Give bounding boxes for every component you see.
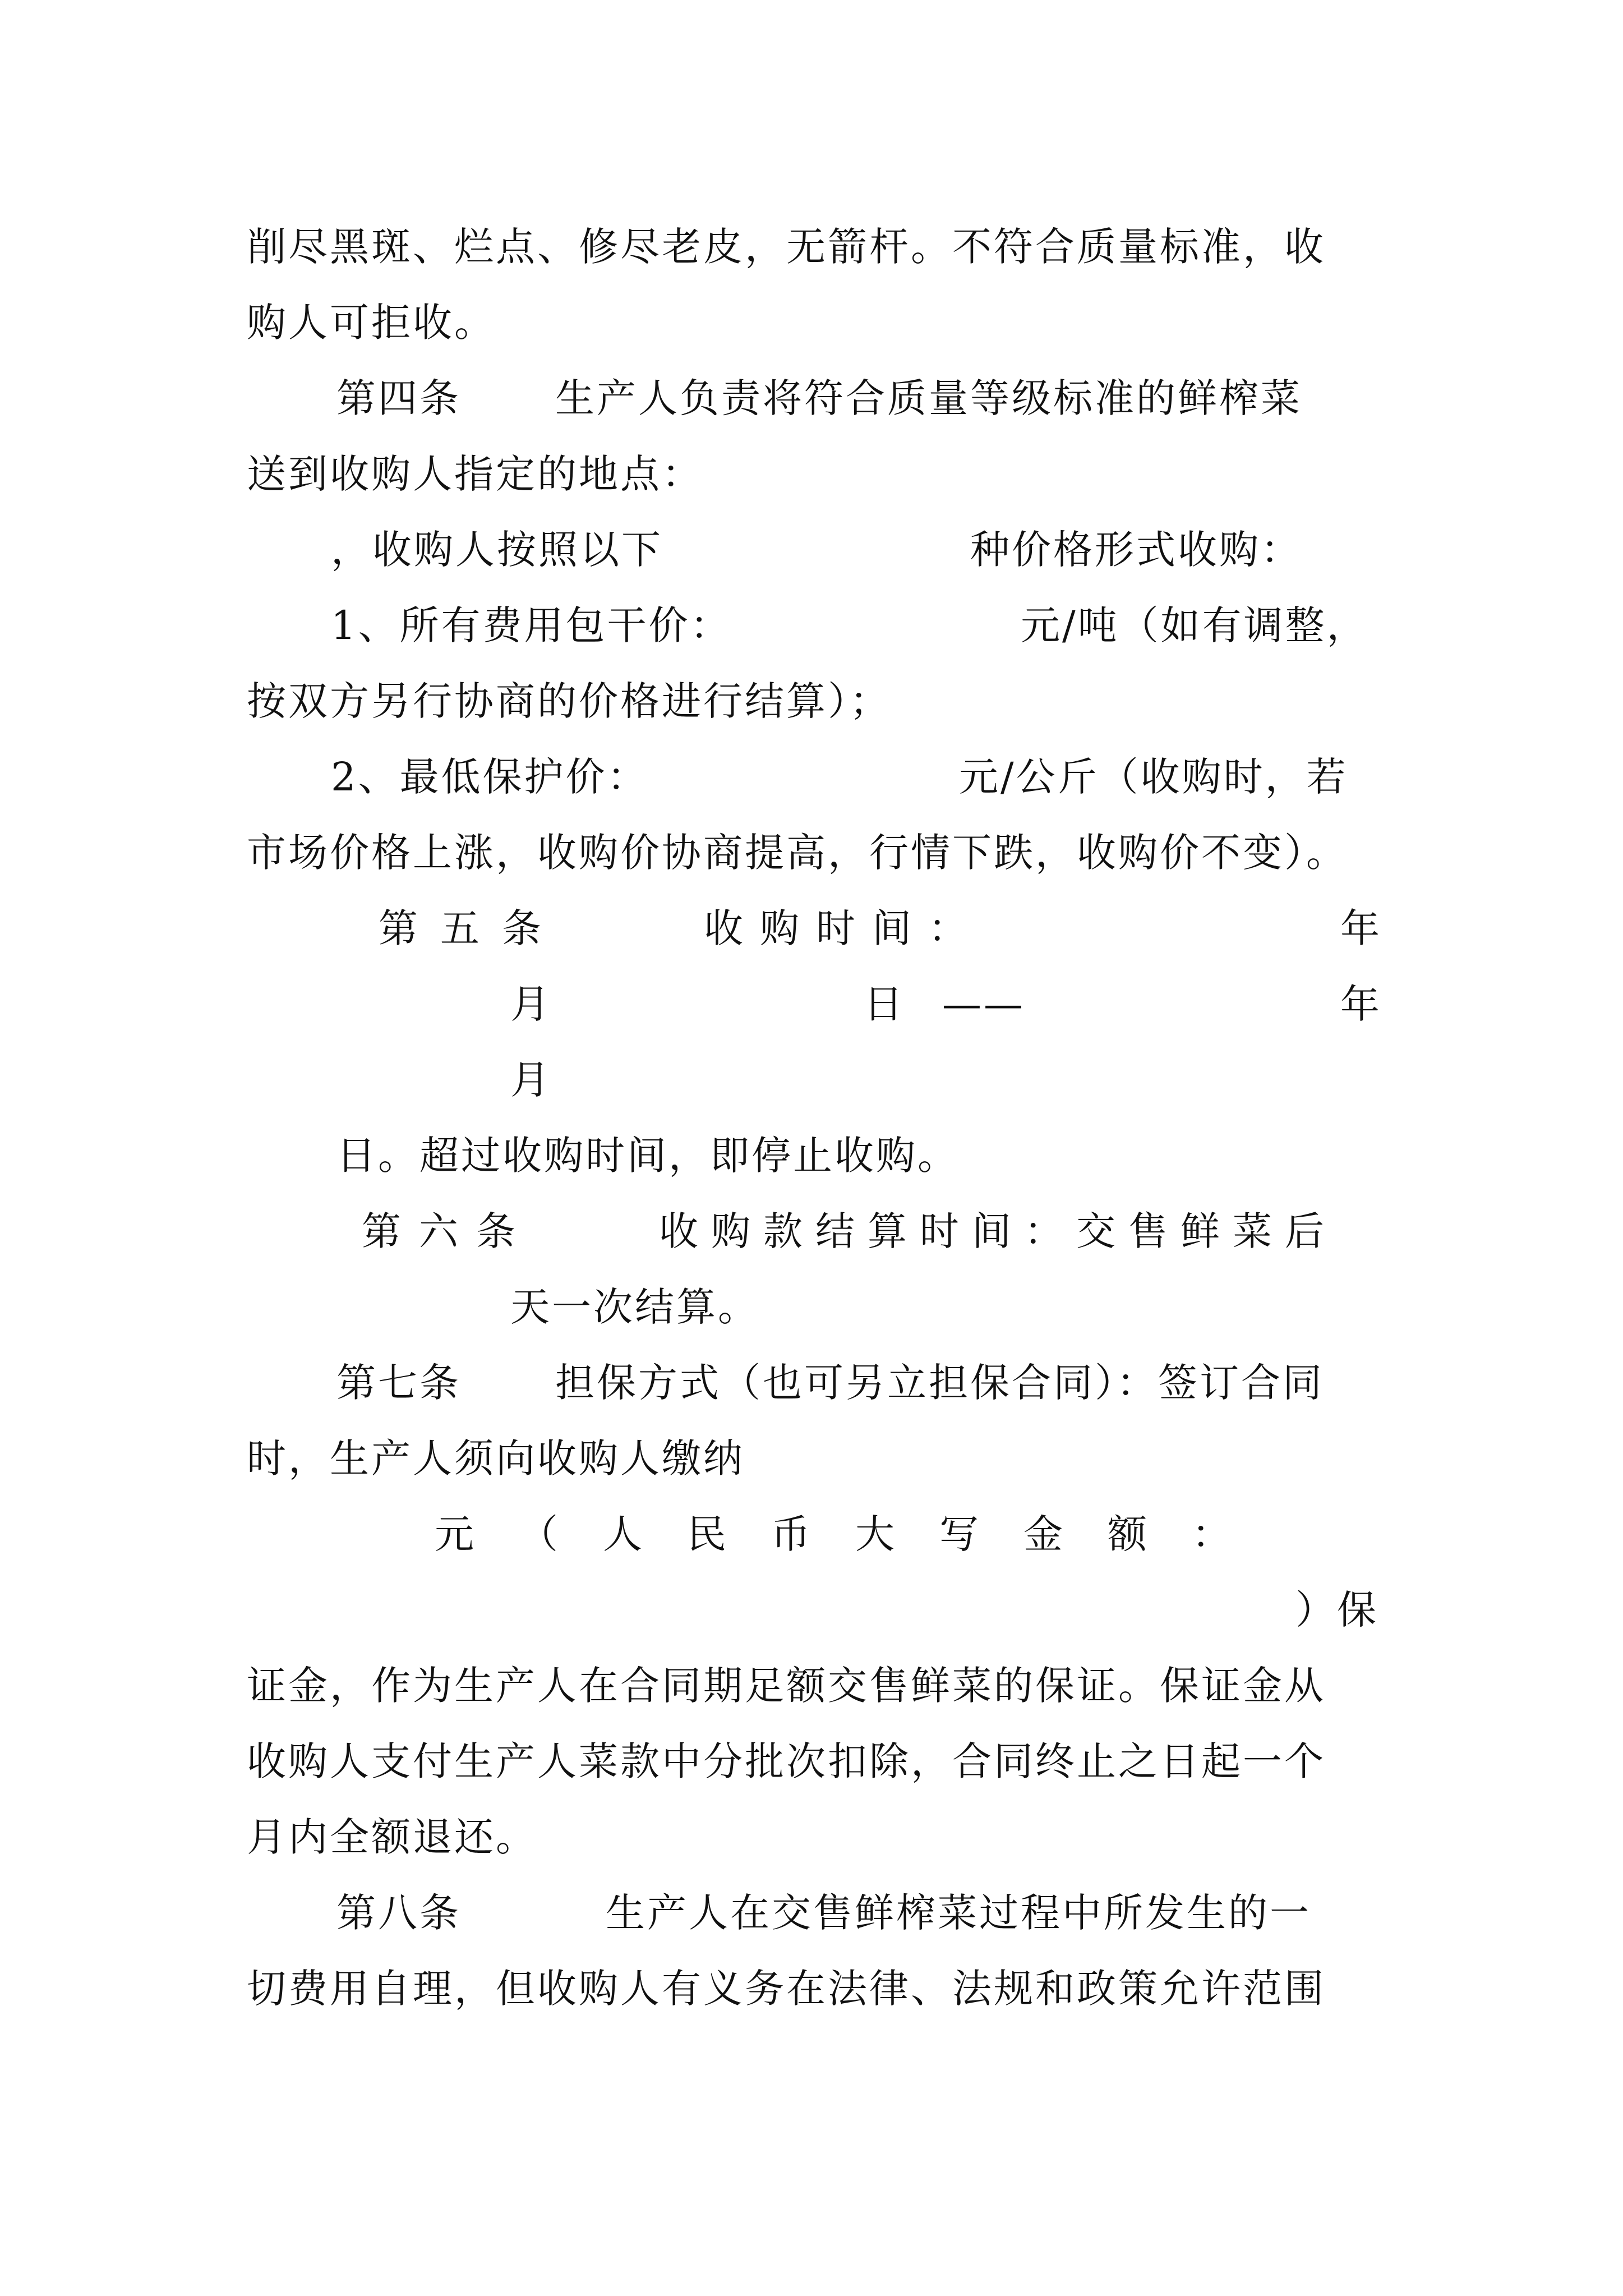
text-line: 送到收购人指定的地点：: [247, 451, 703, 497]
date-line: [247, 979, 1380, 1029]
price-option-2: [247, 752, 1380, 802]
text-line: 切费用自理，但收购人有义务在法律、法规和政策允许范围: [247, 1966, 1326, 2012]
text-line: ）保: [1295, 1587, 1378, 1633]
text-segment: 年: [1340, 905, 1382, 951]
text-segment: 担保方式（也可另立担保合同）：签订合同: [555, 1360, 1324, 1406]
article-6: [247, 1206, 1380, 1257]
article-label: 第七条: [336, 1360, 461, 1406]
text-segment: 生产人负责将符合质量等级标准的鲜榨菜: [555, 375, 1302, 421]
text-segment: 种价格形式收购：: [970, 527, 1302, 573]
text-segment: 元/公斤（收购时，若: [959, 754, 1348, 800]
text-line: 市场价格上涨，收购价协商提高，行情下跌，收购价不变）。: [247, 830, 1348, 876]
text-segment: 生产人在交售鲜榨菜过程中所发生的一: [606, 1890, 1311, 1936]
article-8: [247, 1888, 1380, 1938]
text-line: 证金，作为生产人在合同期足额交售鲜菜的保证。保证金从: [247, 1663, 1326, 1709]
text-line: 月内全额退还。: [247, 1814, 537, 1860]
article-label: 第四条: [336, 375, 461, 421]
text-line: 购人可拒收。: [247, 300, 496, 346]
text-segment: 元/吨（如有调整，: [1021, 602, 1368, 648]
article-label: 第八条: [336, 1890, 461, 1936]
text-segment: 收购时间：: [704, 905, 984, 951]
text-segment: 月: [510, 981, 552, 1027]
text-line: 按双方另行协商的价格进行结算）；: [247, 678, 891, 724]
price-option-1: [247, 600, 1380, 651]
text-segment: 日: [864, 981, 905, 1027]
text-segment: 1、所有费用包干价：: [331, 602, 732, 648]
text-segment: 2、最低保护价：: [331, 754, 649, 800]
article-7: [247, 1358, 1380, 1408]
text-segment: ——: [942, 981, 1025, 1027]
text-segment: 收购款结算时间：交售鲜菜后: [659, 1208, 1337, 1254]
text-line: 元（人民币大写金额：: [435, 1511, 1276, 1557]
text-line: 月: [510, 1057, 552, 1103]
text-line: 时，生产人须向收购人缴纳: [247, 1435, 745, 1481]
article-5: [247, 903, 1380, 954]
text-line: 天一次结算。: [510, 1284, 759, 1330]
text-segment: 年: [1340, 981, 1382, 1027]
text-segment: ，收购人按照以下: [331, 527, 663, 573]
article-label: 第六条: [362, 1208, 533, 1254]
text-line: 削尽黑斑、烂点、修尽老皮，无箭杆。不符合质量标准，收: [247, 224, 1326, 270]
article-4: [247, 373, 1380, 424]
article-label: 第五条: [379, 905, 564, 951]
text-line: 收购人支付生产人菜款中分批次扣除，合同终止之日起一个: [247, 1738, 1326, 1784]
text-line: 日。超过收购时间，即停止收购。: [336, 1133, 959, 1179]
price-forms-line: [247, 524, 1380, 575]
